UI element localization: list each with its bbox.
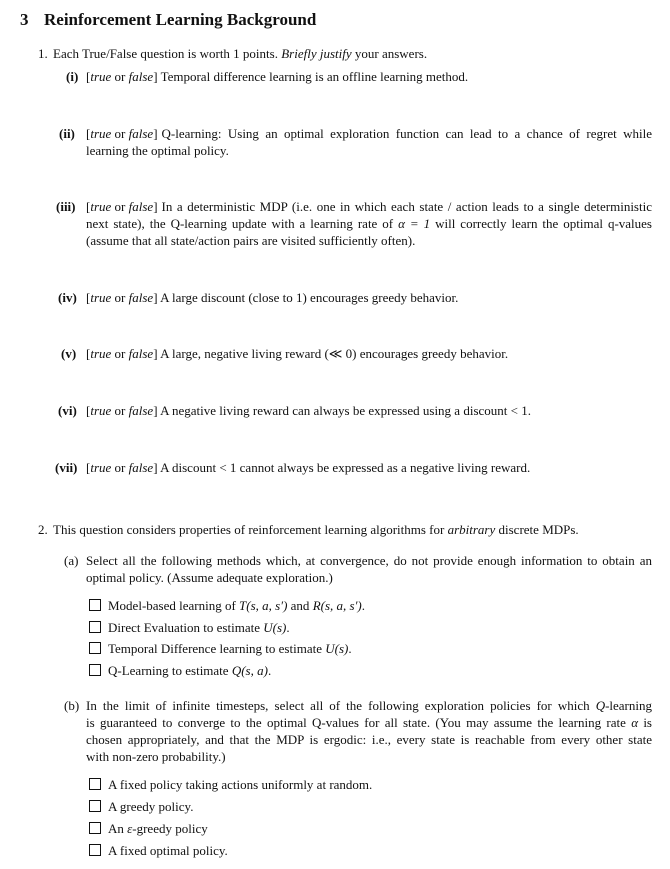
- q1-item-line: next state), the Q-learning update with a learning rate of α = 1 will correctly learn the optimal q-values: [86, 216, 652, 231]
- tf-marker: [true or false]: [86, 346, 158, 361]
- q2a-option-checkbox[interactable]: [89, 599, 101, 611]
- q1-intro-text: Each True/False question is worth 1 points.: [53, 46, 278, 61]
- q2b-option-label: A fixed optimal policy.: [108, 843, 228, 858]
- q2-intro-tail: discrete MDPs.: [495, 522, 579, 537]
- q1-item: [86, 125, 652, 159]
- section-number: 3: [20, 10, 29, 29]
- q1-item-label: (i): [66, 69, 79, 84]
- q2b-option-checkbox[interactable]: [89, 822, 101, 834]
- q1-item-label: (iv): [58, 290, 77, 305]
- q2a-option-label: Q-Learning to estimate Q(s, a).: [108, 663, 272, 678]
- q2b-option-label: A greedy policy.: [108, 799, 194, 814]
- math-epsilon: ε: [127, 821, 133, 836]
- math-R: R(s, a, s′): [312, 598, 362, 613]
- q1-item-label: (iii): [56, 199, 76, 214]
- tf-marker: [true or false]: [86, 403, 158, 418]
- q1-item-text-cont: learning the optimal policy.: [86, 143, 229, 158]
- q1-item: [86, 345, 508, 362]
- q2a-option-checkbox[interactable]: [89, 621, 101, 633]
- q2a-line: Select all the following methods which, at convergence, do not provide enough information to obtain an: [86, 553, 652, 568]
- tf-marker: [true or false]: [86, 69, 158, 84]
- q2b-option-checkbox[interactable]: [89, 800, 101, 812]
- q1-item: [86, 68, 468, 85]
- q1-item-text: A large discount (close to 1) encourages greedy behavior.: [160, 290, 459, 305]
- tf-marker: [true or false]: [86, 199, 158, 214]
- q2b-line: is guaranteed to converge to the optimal Q-values for all state. (You may assume the learning rate α is: [86, 715, 652, 730]
- q2b-line: In the limit of infinite timesteps, select all of the following exploration policies for which Q-learning: [86, 698, 652, 713]
- q2b-option-checkbox[interactable]: [89, 844, 101, 856]
- q2a-option-checkbox[interactable]: [89, 664, 101, 676]
- math-alpha: α = 1: [398, 216, 431, 231]
- q1-item: [86, 289, 458, 306]
- q1-item-text: A discount < 1 cannot always be expressed as a negative living reward.: [160, 460, 531, 475]
- tf-marker: [true or false]: [86, 126, 158, 141]
- q2a-option-label: Model-based learning of T(s, a, s′) and R(s, a, s′).: [108, 598, 365, 613]
- q2-number: 2.: [38, 522, 48, 537]
- q1-number: 1.: [38, 46, 48, 61]
- q2b-option-label: A fixed policy taking actions uniformly at random.: [108, 777, 373, 792]
- q1-intro-tail: your answers.: [354, 46, 428, 61]
- q1-item-text: A negative living reward can always be expressed using a discount < 1.: [160, 403, 531, 418]
- q1-item-line: [86, 198, 652, 215]
- q2b-prompt: [86, 697, 652, 765]
- section-heading: [20, 10, 420, 32]
- q2-intro: [38, 521, 579, 538]
- q2b-line: chosen appropriately, and that the MDP is ergodic: i.e., every state is reachable from every other state: [86, 732, 652, 747]
- q2b-label: (b): [64, 698, 80, 713]
- q1-item-label: (v): [61, 346, 77, 361]
- q2b-option-checkbox[interactable]: [89, 778, 101, 790]
- q1-item-text: In a deterministic MDP (i.e. one in which each state / action leads to a single deterministic: [161, 199, 652, 214]
- math-T: T(s, a, s′): [239, 598, 288, 613]
- q2b-option-label: An ε-greedy policy: [108, 821, 208, 836]
- q1-item-label: (vi): [58, 403, 77, 418]
- q1-item-text: Q-learning: Using an optimal exploration function can lead to a chance of regret while: [161, 126, 652, 141]
- q2a-prompt: [86, 552, 652, 586]
- q1-item-text-cont: (assume that all state/action pairs are visited sufficiently often).: [86, 233, 416, 248]
- q1-item-text: A large, negative living reward (≪ 0) encourages greedy behavior.: [160, 346, 509, 361]
- q2a-option-label: Temporal Difference learning to estimate U(s).: [108, 641, 352, 656]
- q2a-line: optimal policy. (Assume adequate exploration.): [86, 570, 333, 585]
- q1-intro-emph: Briefly justify: [281, 46, 352, 61]
- tf-marker: [true or false]: [86, 290, 158, 305]
- math-Q: Q(s, a): [231, 663, 268, 678]
- q1-item: [86, 198, 652, 249]
- q1-item-text: Temporal difference learning is an offline learning method.: [160, 69, 469, 84]
- q1-item-label: (vii): [55, 460, 78, 475]
- q1-item-line: [86, 125, 652, 142]
- math-U: U(s): [263, 620, 287, 635]
- tf-marker: [true or false]: [86, 460, 158, 475]
- q1-item-label: (ii): [59, 126, 75, 141]
- section-title: Reinforcement Learning Background: [44, 10, 317, 29]
- q1-item: [86, 402, 531, 419]
- q1-intro: [38, 45, 427, 62]
- q1-item: [86, 459, 530, 476]
- q2b-line: with non-zero probability.): [86, 749, 226, 764]
- q2a-option-checkbox[interactable]: [89, 642, 101, 654]
- q2-intro-text: This question considers properties of reinforcement learning algorithms for: [53, 522, 448, 537]
- q2a-option-label: Direct Evaluation to estimate U(s).: [108, 620, 290, 635]
- q2-intro-emph: arbitrary: [447, 522, 496, 537]
- math-U: U(s): [325, 641, 349, 656]
- q2a-label: (a): [64, 553, 79, 568]
